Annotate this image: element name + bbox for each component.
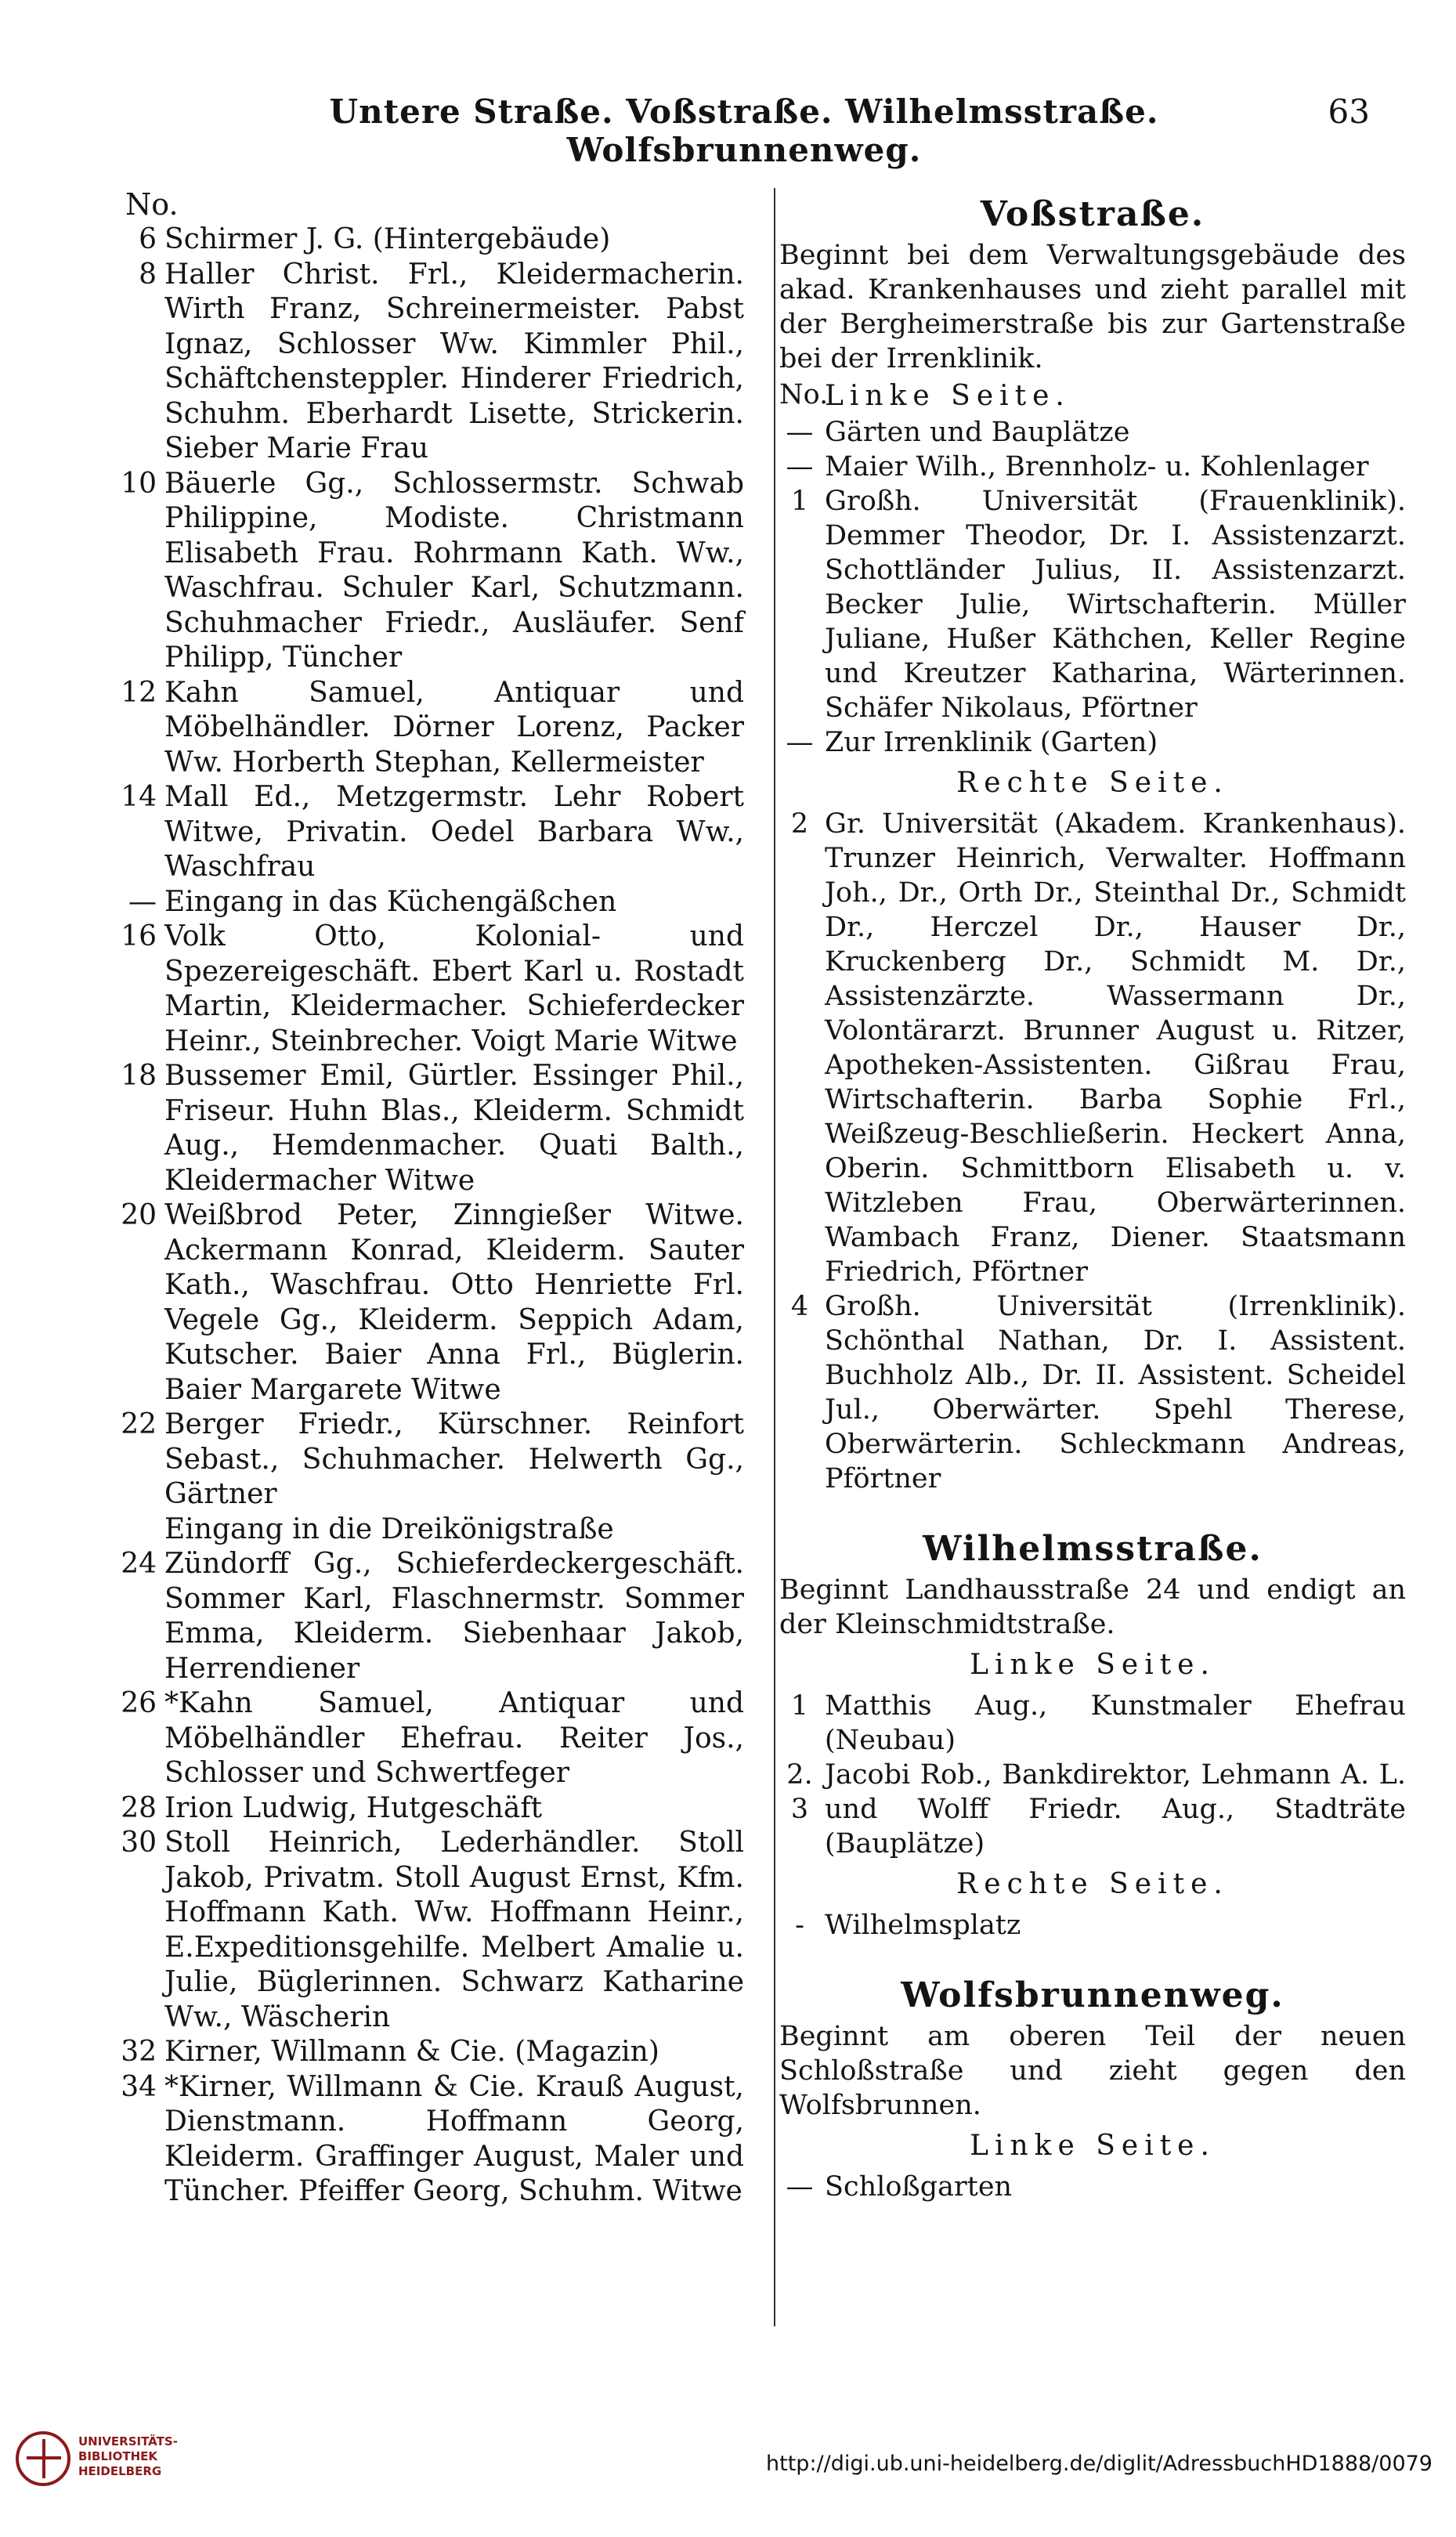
list-item [117, 2035, 744, 2070]
house-number: 2. 3 [786, 1759, 813, 1825]
house-number: 26 [121, 1687, 157, 1719]
section-description: Beginnt Landhausstraße 24 und endigt an der Kleinschmidtstraße. [779, 1574, 1406, 1640]
list-item [779, 2170, 1406, 2204]
house-number: — [786, 451, 814, 482]
wolf-left-entries [779, 2170, 1406, 2204]
side-heading-right: Rechte Seite. [956, 767, 1229, 799]
list-item [117, 780, 744, 885]
list-item [117, 1826, 744, 2035]
list-item [117, 222, 744, 258]
entry-text: Haller Christ. Frl., Kleidermacherin. Wirth Franz, Schreinermeister. Pabst Ignaz, Schlosser Ww. Kimmler Phil., Schäftchensteppler. Hinderer Friedrich, Schuhm. Eberhardt Lisette, Strickerin. Sieber Marie Frau [164, 258, 744, 464]
list-item [779, 725, 1406, 760]
section-title: Wolfsbrunnenweg. [901, 1975, 1284, 2015]
list-item [117, 676, 744, 781]
list-item [117, 1791, 744, 1827]
wilhelm-right-entries [779, 1908, 1406, 1943]
list-item [779, 807, 1406, 1289]
house-number: 6 [139, 223, 157, 255]
entry-text: Wilhelmsplatz [825, 1910, 1021, 1941]
list-item [779, 484, 1406, 725]
entry-text: Bussemer Emil, Gürtler. Essinger Phil., Friseur. Huhn Blas., Kleiderm. Schmidt Aug., Hemdenmacher. Quati Balth., Kleidermacher Witwe [164, 1060, 744, 1197]
section-title: Wilhelmsstraße. [923, 1529, 1263, 1569]
list-item [117, 1512, 744, 1548]
list-item [117, 1198, 744, 1408]
right-column [779, 188, 1406, 2204]
house-number: 1 [790, 1690, 809, 1722]
house-number: 20 [121, 1199, 157, 1231]
house-number: 4 [790, 1291, 809, 1322]
house-number: 18 [121, 1060, 157, 1092]
list-item [117, 885, 744, 920]
entry-text: Kirner, Willmann & Cie. (Magazin) [164, 2036, 659, 2068]
entry-text: Stoll Heinrich, Lederhändler. Stoll Jakob, Privatm. Stoll August Ernst, Kfm. Hoffmann Kath. Ww. Hoffmann Heinr., E.Expeditionsgehilfe. Melbert Amalie u. Julie, Büglerinnen. Schwarz Katharine Ww., Wäscherin [164, 1827, 744, 2033]
left-column [117, 186, 744, 2210]
footer [0, 2420, 1456, 2514]
house-number: — [786, 417, 814, 448]
entry-text: Gärten und Bauplätze [825, 417, 1130, 448]
side-heading-left: Linke Seite. [825, 380, 1071, 412]
library-logo-text: UNIVERSITÄTS- BIBLIOTHEK HEIDELBERG [78, 2434, 178, 2478]
house-number: 16 [121, 920, 157, 952]
entry-text: Kahn Samuel, Antiquar und Möbelhändler. Dörner Lorenz, Packer Ww. Horberth Stephan, Kellermeister [164, 676, 744, 779]
page-header [0, 92, 1456, 169]
house-number: 8 [139, 258, 157, 291]
number-column-label: No. [125, 187, 179, 222]
source-url-link[interactable]: http://digi.ub.uni-heidelberg.de/diglit/AdressbuchHD1888/0079 [766, 2452, 1433, 2476]
list-item [779, 1758, 1406, 1861]
voss-left-entries [779, 415, 1406, 760]
section-wolfsbrunnenweg [779, 1974, 1406, 2204]
house-number: 22 [121, 1408, 157, 1440]
house-number: 30 [121, 1827, 157, 1859]
house-number: - [795, 1910, 804, 1941]
page-title: Untere Straße. Voßstraße. Wilhelmsstraße. Wolfsbrunnenweg. [329, 92, 1159, 169]
entry-text: Zur Irrenklinik (Garten) [825, 727, 1158, 758]
house-number: — [786, 2171, 814, 2203]
entry-text: Eingang in das Küchengäßchen [164, 885, 617, 918]
side-heading-right: Rechte Seite. [956, 1868, 1229, 1900]
entry-text: Jacobi Rob., Bankdirektor, Lehmann A. L. und Wolff Friedr. Aug., Stadträte (Bauplätze) [825, 1759, 1406, 1859]
entry-text: Großh. Universität (Irrenklinik). Schönthal Nathan, Dr. I. Assistent. Buchholz Alb., Dr. II. Assistent. Scheidel Jul., Oberwärter. Spehl Therese, Oberwärterin. Schleckmann Andreas, Pförtner [825, 1291, 1406, 1494]
list-item [779, 1908, 1406, 1943]
list-item [117, 2070, 744, 2210]
house-number: 2 [790, 808, 809, 840]
house-number [117, 1512, 164, 1548]
section-description: Beginnt bei dem Verwaltungsgebäude des akad. Krankenhauses und zieht parallel mit der Bergheimerstraße bis zur Gartenstraße bei der Irrenklinik. [779, 240, 1406, 374]
house-number: 14 [121, 781, 157, 813]
entry-text: Schloßgarten [825, 2171, 1013, 2203]
list-item [117, 920, 744, 1059]
list-item [117, 1408, 744, 1512]
entry-text: Volk Otto, Kolonial- und Spezereigeschäft. Ebert Karl u. Rostadt Martin, Kleidermacher. Schieferdecker Heinr., Steinbrecher. Voigt Marie Witwe [164, 920, 744, 1057]
house-number: 34 [121, 2070, 157, 2103]
side-heading-row [779, 378, 1406, 415]
entry-text: Irion Ludwig, Hutgeschäft [164, 1791, 543, 1824]
entry-text: Weißbrod Peter, Zinngießer Witwe. Ackermann Konrad, Kleiderm. Sauter Kath., Waschfrau. Otto Henriette Frl. Vegele Gg., Kleiderm. Seppich Adam, Kutscher. Baier Anna Frl., Büglerin. Baier Margarete Witwe [164, 1199, 744, 1406]
entry-text: Eingang in die Dreikönigstraße [164, 1512, 614, 1545]
entry-text: Bäuerle Gg., Schlossermstr. Schwab Philippine, Modiste. Christmann Elisabeth Frau. Rohrmann Kath. Ww., Waschfrau. Schuler Karl, Schutzmann. Schuhmacher Friedr., Ausläufer. Senf Philipp, Tüncher [164, 467, 744, 674]
house-number: 24 [121, 1548, 157, 1580]
section-wilhelmsstrasse [779, 1527, 1406, 1943]
entry-text: *Kirner, Willmann & Cie. Krauß August, Dienstmann. Hoffmann Georg, Kleiderm. Graffinger August, Maler und Tüncher. Pfeiffer Georg, Schuhm. Witwe [164, 2070, 744, 2207]
list-item [117, 1059, 744, 1198]
wilhelm-left-entries [779, 1689, 1406, 1861]
house-number: 1 [790, 486, 809, 517]
list-item [117, 1547, 744, 1686]
entry-text: Matthis Aug., Kunstmaler Ehefrau (Neubau) [825, 1690, 1406, 1756]
section-title: Voßstraße. [980, 194, 1205, 234]
list-item [779, 450, 1406, 484]
entry-text: Zündorff Gg., Schieferdeckergeschäft. Sommer Karl, Flaschnermstr. Sommer Emma, Kleiderm. Siebenhaar Jakob, Herrendiener [164, 1548, 744, 1685]
house-number: 32 [121, 2036, 157, 2068]
house-number: 12 [121, 676, 157, 709]
list-item [779, 415, 1406, 450]
list-item [117, 467, 744, 676]
side-heading-left: Linke Seite. [970, 2130, 1216, 2162]
voss-right-entries [779, 807, 1406, 1496]
house-number: — [128, 885, 157, 918]
entry-text: Berger Friedr., Kürschner. Reinfort Sebast., Schuhmacher. Helwerth Gg., Gärtner [164, 1408, 744, 1510]
entry-text: Großh. Universität (Frauenklinik). Demmer Theodor, Dr. I. Assistenzarzt. Schottländer Julius, II. Assistenzarzt. Becker Julie, Wirtschafterin. Müller Juliane, Hußer Käthchen, Keller Regine und Kreutzer Katharina, Wärterinnen. Schäfer Nikolaus, Pförtner [825, 486, 1406, 724]
column-divider [774, 188, 775, 2326]
entry-text: *Kahn Samuel, Antiquar und Möbelhändler Ehefrau. Reiter Jos., Schlosser und Schwertfeger [164, 1687, 744, 1789]
list-item [779, 1289, 1406, 1496]
list-item [117, 258, 744, 467]
section-description: Beginnt am oberen Teil der neuen Schloßstraße und zieht gegen den Wolfsbrunnen. [779, 2021, 1406, 2121]
entry-text: Schirmer J. G. (Hintergebäude) [164, 223, 611, 255]
house-number: 28 [121, 1791, 157, 1824]
entry-text: Maier Wilh., Brennholz- u. Kohlenlager [825, 451, 1369, 482]
library-logo-icon [16, 2431, 70, 2486]
left-entries-list [117, 222, 744, 2210]
side-heading-left: Linke Seite. [970, 1649, 1216, 1681]
number-column-label: No. [779, 379, 829, 410]
list-item [117, 1686, 744, 1791]
house-number: — [786, 727, 814, 758]
page-number: 63 [1328, 92, 1370, 131]
section-vossstrasse [779, 193, 1406, 1496]
list-item [779, 1689, 1406, 1758]
entry-text: Gr. Universität (Akadem. Krankenhaus). Trunzer Heinrich, Verwalter. Hoffmann Joh., Dr., Orth Dr., Steinthal Dr., Schmidt Dr., Herczel Dr., Hauser Dr., Kruckenberg Dr., Schmidt M. Dr., Assistenzärzte. Wassermann Dr., Volontärarzt. Brunner August u. Ritzer, Apotheken-Assistenten. Gißrau Frau, Wirtschafterin. Barba Sophie Frl., Weißzeug-Beschließerin. Heckert Anna, Oberin. Schmittborn Elisabeth u. v. Witzleben Frau, Oberwärterinnen. Wambach Franz, Diener. Staatsmann Friedrich, Pförtner [825, 808, 1406, 1288]
house-number: 10 [121, 467, 157, 500]
entry-text: Mall Ed., Metzgermstr. Lehr Robert Witwe, Privatin. Oedel Barbara Ww., Waschfrau [164, 781, 744, 883]
